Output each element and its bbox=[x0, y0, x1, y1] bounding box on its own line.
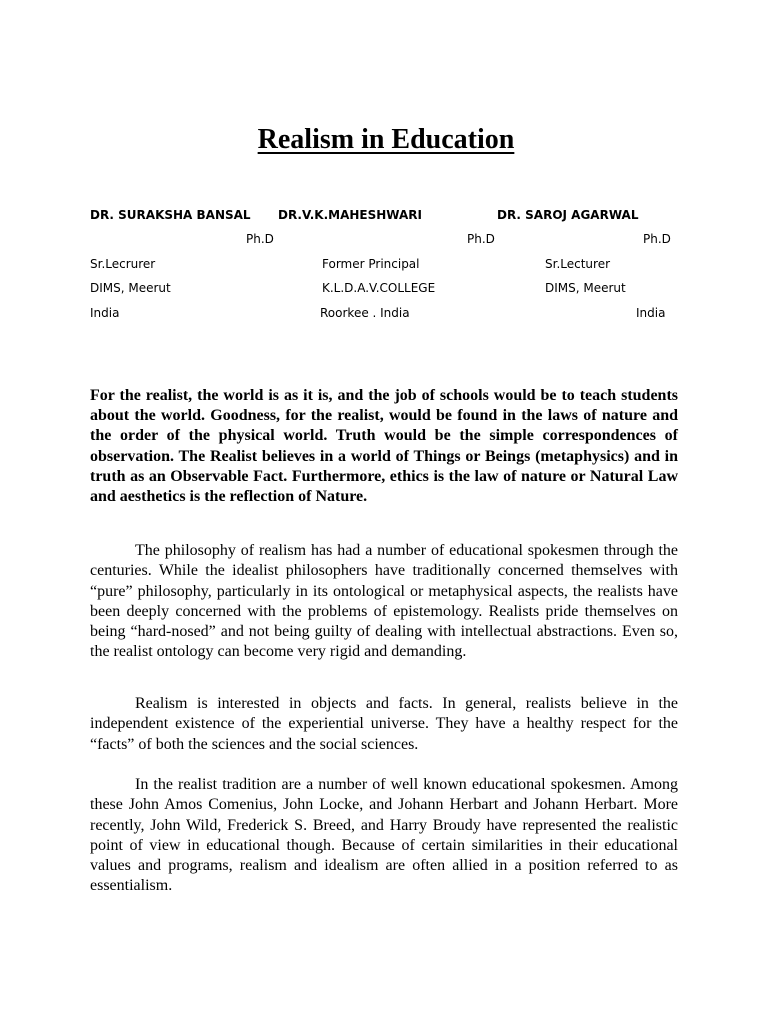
body-paragraph: The philosophy of realism has had a number of educational spokesmen through the centuries. While the idealist philosophers have traditionally concerned themselves with “pure” philosophy, particularly in its ontological or metaphysical aspects, the realists have been deeply concerned with the problems of epistemology. Realists pride themselves on being “hard-nosed” and not being guilty of dealing with intellectual abstractions. Even so, the realist ontology can become very rigid and demanding. bbox=[90, 542, 678, 661]
body-paragraph: Realism is interested in objects and facts. In general, realists believe in the independent existence of the experiential universe. They have a healthy respect for the “facts” of both the sciences and the social sciences. bbox=[90, 695, 678, 753]
author-location: India bbox=[636, 306, 666, 320]
author-position: Former Principal bbox=[322, 257, 420, 271]
author-position: Sr.Lecturer bbox=[545, 257, 611, 271]
body-paragraph: In the realist tradition are a number of well known educational spokesmen. Among these John Amos Comenius, John Locke, and Johann Herbart and Johann Herbart. More recently, John Wild, Frederick S. Breed, and Harry Broudy have represented the realistic point of view in educational though. Because of certain similarities in their educational values and programs, realism and idealism are often allied in a position referred to as essentialism. bbox=[90, 776, 678, 895]
author-location: India bbox=[90, 306, 120, 320]
author-institution: DIMS, Meerut bbox=[90, 281, 171, 295]
author-degree: Ph.D bbox=[467, 232, 495, 246]
document-title: Realism in Education bbox=[257, 124, 515, 155]
author-name: DR.V.K.MAHESHWARI bbox=[278, 208, 422, 222]
author-institution: DIMS, Meerut bbox=[545, 281, 626, 295]
author-degree: Ph.D bbox=[246, 232, 274, 246]
author-name: DR. SURAKSHA BANSAL bbox=[90, 208, 251, 222]
abstract: For the realist, the world is as it is, and the job of schools would be to teach students about the world. Goodness, for the realist, would be found in the laws of nature and the order of the physical world. Truth would be the simple correspondences of observation. The Realist believes in a world of Things or Beings (metaphysics) and in truth as an Observable Fact. Furthermore, ethics is the law of nature or Natural Law and aesthetics is the reflection of Nature. bbox=[90, 387, 678, 506]
author-name: DR. SAROJ AGARWAL bbox=[497, 208, 639, 222]
author-institution: K.L.D.A.V.COLLEGE bbox=[322, 281, 436, 295]
author-location: Roorkee . India bbox=[320, 306, 410, 320]
author-degree: Ph.D bbox=[643, 232, 671, 246]
author-position: Sr.Lecrurer bbox=[90, 257, 156, 271]
